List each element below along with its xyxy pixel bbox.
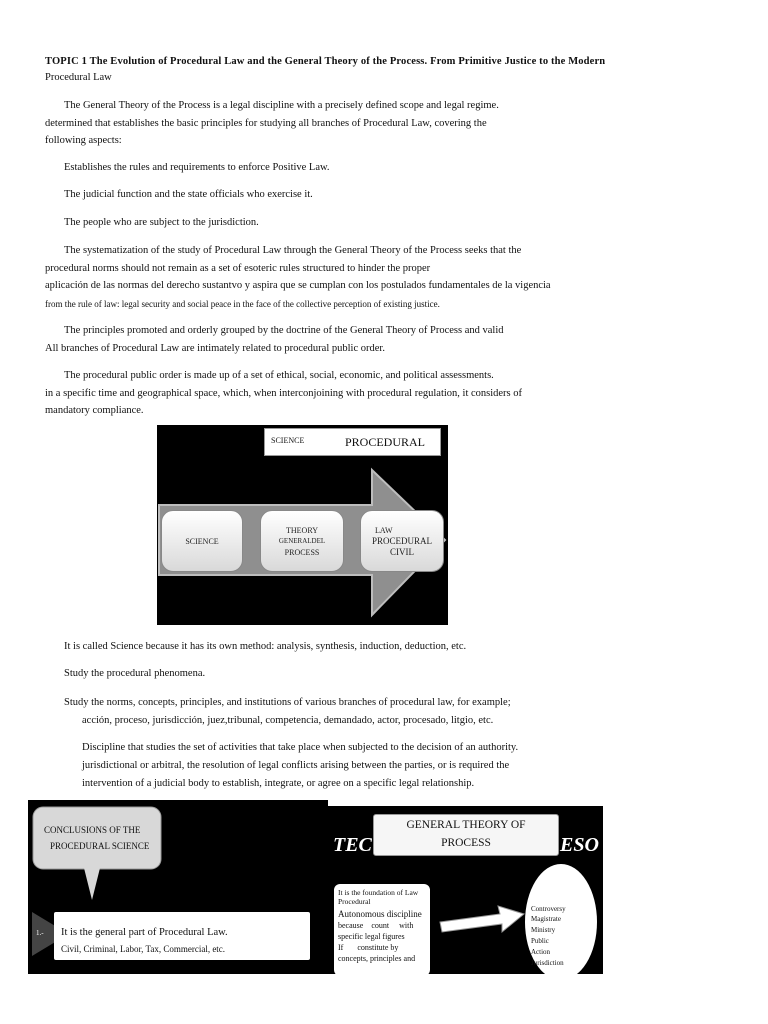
constitute-line-2: concepts, principles and bbox=[338, 954, 416, 963]
cloud-item: Jurisdiction bbox=[531, 959, 564, 967]
conclusions-diagram bbox=[28, 800, 603, 974]
bubble-line-2: PROCEDURAL SCIENCE bbox=[50, 841, 150, 851]
box-theory bbox=[260, 510, 344, 572]
autonomous-line-2: because count with bbox=[338, 921, 414, 930]
p2-line-4: from the rule of law: legal security and social peace in the face of the collective perception of existing justice. bbox=[45, 299, 440, 309]
bullet-item: The people who are subject to the jurisdiction. bbox=[64, 217, 259, 228]
topic-title bbox=[45, 54, 768, 86]
bg-text-left: TEC bbox=[333, 834, 372, 856]
p3-line-2: All branches of Procedural Law are intimately related to procedural public order. bbox=[45, 343, 385, 354]
procedural-science-diagram bbox=[157, 425, 448, 625]
bullet-item: Establishes the rules and requirements to enforce Positive Law. bbox=[64, 162, 330, 173]
cloud-item: Magistrate bbox=[531, 915, 561, 923]
header-procedural: PROCEDURAL bbox=[345, 435, 426, 449]
p5-line-2: jurisdictional or arbitral, the resolution of legal conflicts arising between the parties, or is required the bbox=[82, 760, 510, 771]
cloud-item: Controversy bbox=[531, 905, 566, 913]
p4-line-2: in a specific time and geographical space, which, when interconjoining with procedural regulation, it considers of bbox=[45, 388, 523, 399]
box-science bbox=[161, 510, 243, 572]
arrow-right-icon bbox=[438, 900, 528, 940]
cloud-item: Action bbox=[531, 948, 551, 956]
general-theory-title bbox=[373, 814, 559, 856]
foundation-text: It is the foundation of Law Procedural bbox=[338, 888, 419, 906]
p1-line-2: determined that establishes the basic principles for studying all branches of Procedural Law, covering the bbox=[45, 118, 487, 129]
box-theory-line: THEORY bbox=[286, 525, 318, 535]
p3-line-1: The principles promoted and orderly grouped by the doctrine of the General Theory of Process and valid bbox=[64, 325, 504, 336]
p2-line-2: procedural norms should not remain as a set of esoteric rules structured to hinder the proper bbox=[45, 263, 431, 274]
header-science: SCIENCE bbox=[271, 436, 305, 445]
constitute-line-1: If constitute by bbox=[338, 943, 399, 952]
bubble-line-1: CONCLUSIONS OF THE bbox=[44, 825, 141, 835]
p5-line-3: intervention of a judicial body to establish, integrate, or agree on a specific legal relationship. bbox=[82, 778, 475, 789]
p4-line-1: The procedural public order is made up of a set of ethical, social, economic, and political assessments. bbox=[64, 370, 494, 381]
bg-text-right: ESO bbox=[560, 834, 599, 856]
diagram-top-strip bbox=[328, 800, 603, 806]
bullet-item: It is called Science because it has its own method: analysis, synthesis, induction, deduction, etc. bbox=[64, 641, 467, 652]
diagram-header bbox=[264, 428, 441, 456]
speech-bubble-icon bbox=[32, 806, 172, 906]
box-civil-law bbox=[360, 510, 444, 572]
bullet-item: Study the procedural phenomena. bbox=[64, 668, 206, 679]
box-theory-line: GENERALDEL bbox=[278, 536, 326, 545]
bullet-continuation: acción, proceso, jurisdicción, juez,tribunal, competencia, demandado, actor, procesado, litgio, etc. bbox=[82, 715, 494, 726]
gt-title-line: PROCESS bbox=[441, 837, 491, 849]
bullet-item: The judicial function and the state officials who exercise it. bbox=[64, 189, 313, 200]
autonomous-line-1: Autonomous discipline bbox=[338, 909, 422, 919]
branches-text: Civil, Criminal, Labor, Tax, Commercial, etc. bbox=[61, 944, 226, 954]
cloud-item: Ministry bbox=[531, 926, 556, 934]
p2-line-3: aplicación de las normas del derecho sustantvo y aspira que se cumplan con los postulados fundamentales de la vigencia bbox=[45, 280, 551, 291]
cloud-item: Public bbox=[531, 937, 549, 945]
p2-line-1: The systematization of the study of Procedural Law through the General Theory of the Process seeks that the bbox=[64, 245, 522, 256]
bullet-item: Study the norms, concepts, principles, and institutions of various branches of procedural law, for example; bbox=[64, 697, 511, 708]
autonomous-line-3: specific legal figures bbox=[338, 932, 405, 941]
p5-line-1: Discipline that studies the set of activities that take place when subjected to the decision of an authority. bbox=[82, 742, 519, 753]
box-civil-line: CIVIL bbox=[390, 546, 414, 557]
gt-title-line: GENERAL THEORY OF bbox=[406, 819, 526, 831]
topic-heading: TOPIC 1 The Evolution of Procedural Law and the General Theory of the Process. From Primitive Justice to the Modern bbox=[45, 56, 606, 67]
box-theory-line: PROCESS bbox=[284, 547, 320, 557]
number-label: 1.- bbox=[36, 929, 44, 937]
p1-line-1: The General Theory of the Process is a legal discipline with a precisely defined scope and legal regime. bbox=[64, 100, 499, 111]
box-civil-line: LAW bbox=[375, 525, 393, 535]
box-science-label: SCIENCE bbox=[185, 536, 219, 546]
general-part-text: It is the general part of Procedural Law. bbox=[61, 927, 228, 938]
box-civil-line: PROCEDURAL bbox=[371, 535, 432, 546]
topic-heading-cont: Procedural Law bbox=[45, 72, 112, 83]
p1-line-3: following aspects: bbox=[45, 135, 122, 146]
p4-line-3: mandatory compliance. bbox=[45, 405, 144, 416]
